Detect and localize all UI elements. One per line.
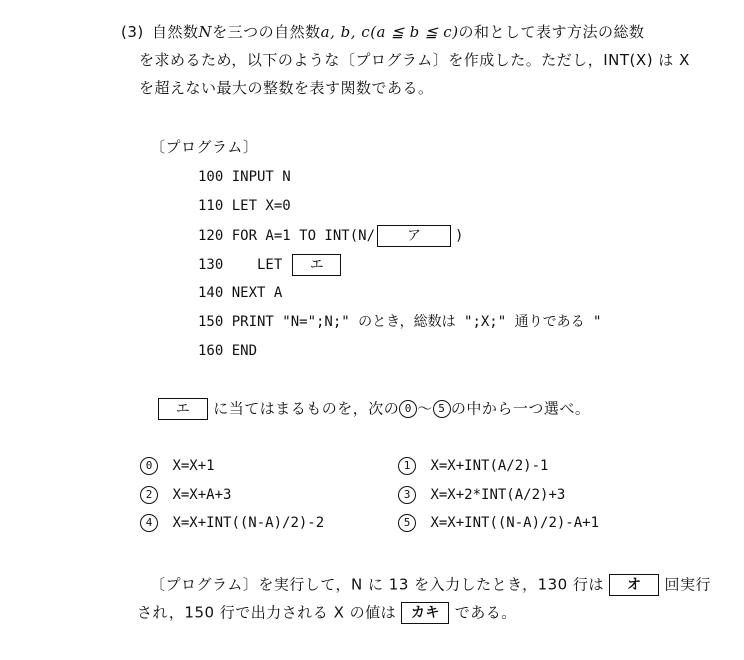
- choice-text-5: X=X+INT((N-A)/2)-A+1: [430, 515, 600, 531]
- choice-text-1: X=X+INT(A/2)-1: [430, 458, 549, 474]
- choice-mark-0: 0: [140, 457, 158, 475]
- program-heading: 〔プログラム〕: [150, 138, 259, 156]
- answer-box-a: ア: [377, 225, 451, 247]
- circled-number-from: 0: [399, 400, 417, 418]
- question-box-e: エ: [158, 398, 208, 420]
- line1-text-b: を三つの自然数: [212, 23, 321, 41]
- inequality-condition: (a ≦ b ≦ c): [370, 23, 459, 41]
- question-line: [158, 398, 590, 420]
- program-line-160: 160 END: [198, 343, 258, 359]
- choice-mark-2: 2: [140, 486, 158, 504]
- program-line-120: [198, 225, 463, 247]
- choice-text-2: X=X+A+3: [172, 487, 232, 503]
- line1-text-c: の和として表す方法の総数: [458, 23, 645, 41]
- choice-mark-1: 1: [398, 457, 416, 475]
- problem-line-1: [152, 22, 645, 42]
- line-130-text: 130 LET: [198, 257, 283, 273]
- choice-1: [398, 456, 548, 476]
- program-line-110: 110 LET X=0: [198, 198, 291, 214]
- question-text-a: に当てはまるものを，次の: [213, 399, 400, 418]
- final-text-c: され，150 行で出力される X の値は: [137, 603, 397, 622]
- choice-mark-3: 3: [398, 486, 416, 504]
- line1-text-a: 自然数: [152, 23, 199, 41]
- answer-box-o: オ: [609, 574, 659, 596]
- program-line-140: 140 NEXT A: [198, 285, 283, 301]
- choice-5: [398, 513, 599, 533]
- choice-text-3: X=X+2*INT(A/2)+3: [430, 487, 566, 503]
- line-120-close-paren: ): [455, 228, 464, 244]
- choice-text-4: X=X+INT((N-A)/2)-2: [172, 515, 325, 531]
- question-tilde: ～: [417, 399, 433, 418]
- final-line-1: [150, 574, 711, 596]
- program-line-150: 150 PRINT "N=";N;" のとき，総数は ";X;" 通りである ": [198, 314, 602, 330]
- choice-mark-5: 5: [398, 514, 416, 532]
- choice-mark-4: 4: [140, 514, 158, 532]
- choice-text-0: X=X+1: [172, 458, 215, 474]
- variable-n: N: [198, 23, 213, 41]
- problem-line-3: を超えない最大の整数を表す関数である。: [139, 79, 434, 97]
- final-line-2: [137, 602, 517, 624]
- final-text-a: 〔プログラム〕を実行して，N に 13 を入力したとき，130 行は: [150, 575, 604, 594]
- answer-box-kaki: カキ: [401, 602, 449, 624]
- final-text-b: 回実行: [664, 575, 712, 594]
- question-text-b: の中から一つ選べ。: [450, 399, 591, 418]
- line-120-text: 120 FOR A=1 TO INT(N/: [198, 228, 376, 244]
- variables-abc: a, b, c: [320, 23, 371, 41]
- choice-2: [140, 485, 231, 505]
- program-line-130: [198, 254, 341, 276]
- answer-box-e: エ: [292, 254, 341, 276]
- choice-3: [398, 485, 565, 505]
- choice-0: [140, 456, 215, 476]
- problem-number: (3): [121, 23, 144, 41]
- program-line-100: 100 INPUT N: [198, 169, 291, 185]
- problem-line-2: を求めるため，以下のような〔プログラム〕を作成した。ただし，INT(X) は X: [139, 51, 690, 69]
- circled-number-to: 5: [433, 400, 451, 418]
- choice-4: [140, 513, 324, 533]
- final-text-d: である。: [454, 603, 517, 622]
